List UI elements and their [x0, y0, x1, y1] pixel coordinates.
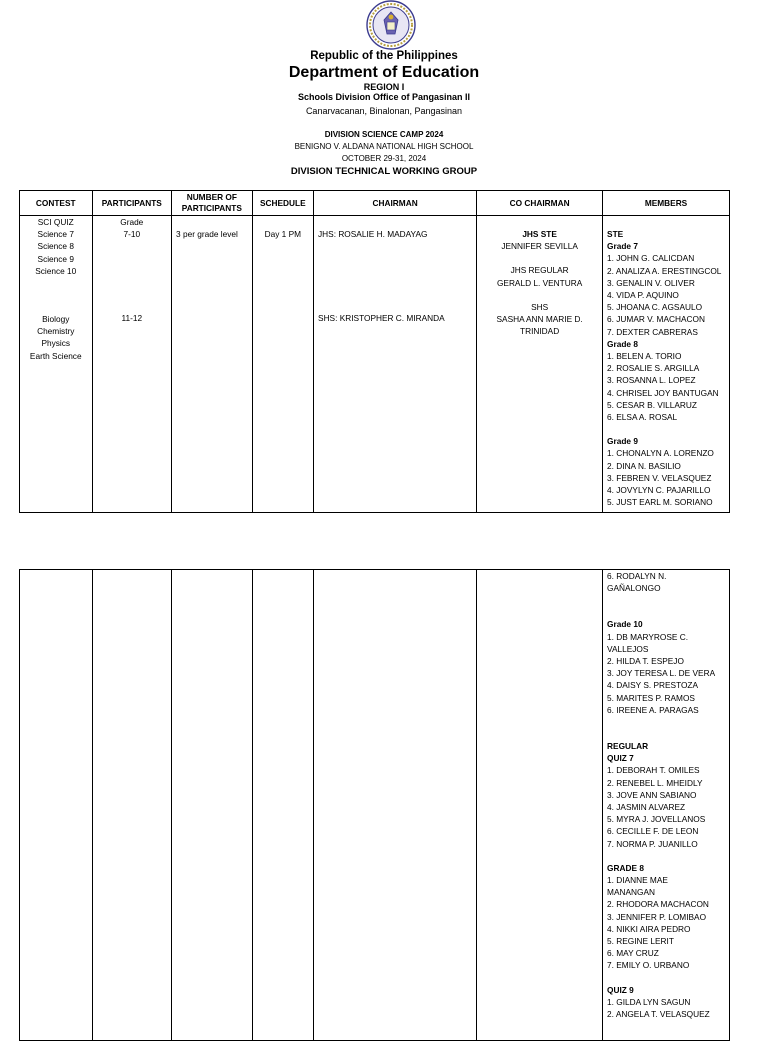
member-item: 1. DB MARYROSE C.	[607, 631, 689, 642]
member-item: 6. MAY CRUZ	[607, 948, 659, 959]
department-heading: Department of Education	[288, 64, 480, 81]
venue-line: BENIGNO V. ALDANA NATIONAL HIGH SCHOOL	[294, 142, 474, 151]
member-item: 7. EMILY O. URBANO	[607, 960, 690, 971]
contest-item: Biology	[42, 314, 70, 325]
member-item: 3. FEBREN V. VELASQUEZ	[607, 472, 712, 483]
col-header-members: MEMBERS	[603, 191, 730, 216]
member-item: 5. MARITES P. RAMOS	[607, 692, 695, 703]
participants-jhs: Grade	[120, 217, 144, 227]
contest-item: Science 10	[35, 265, 77, 276]
republic-heading: Republic of the Philippines	[310, 50, 458, 62]
member-item: 4. JASMIN ALVAREZ	[607, 802, 686, 813]
member-item: 2. ROSALIE S. ARGILLA	[607, 363, 700, 374]
col-header-number: NUMBER OF PARTICIPANTS	[172, 191, 253, 216]
member-item: 2. ANGELA T. VELASQUEZ	[607, 1009, 710, 1020]
member-item: 1. DEBORAH T. OMILES	[607, 765, 700, 776]
participants-cell	[92, 216, 172, 513]
member-item: 6. RODALYN N.	[607, 571, 667, 581]
member-item: 1. BELEN A. TORIO	[607, 351, 682, 362]
col-header-co-chairman: CO CHAIRMAN	[477, 191, 603, 216]
contest-item: Science 8	[37, 241, 74, 252]
members-quiz9-title: QUIZ 9	[607, 984, 634, 995]
members-regular-title: REGULAR	[607, 741, 649, 752]
co-chair-shs-title: SHS	[531, 301, 549, 312]
participants-cell	[92, 570, 172, 1041]
schedule-value: Day 1 PM	[264, 229, 302, 239]
member-item: 1. JOHN G. CALICDAN	[607, 253, 695, 264]
contest-item: Science 7	[37, 229, 74, 240]
contest-cell	[20, 570, 93, 1041]
member-item: 2. HILDA T. ESPEJO	[607, 656, 684, 667]
schedule-cell	[252, 216, 313, 513]
member-item: MANANGAN	[607, 887, 655, 898]
chairman-shs: SHS: KRISTOPHER C. MIRANDA	[318, 313, 445, 324]
member-item: 7. DEXTER CABRERAS	[607, 326, 698, 337]
member-item: GAÑALONGO	[607, 583, 661, 594]
group-title: DIVISION TECHNICAL WORKING GROUP	[290, 166, 478, 177]
col-header-participants: PARTICIPANTS	[92, 191, 172, 216]
member-item: 4. NIKKI AIRA PEDRO	[607, 923, 691, 934]
table-row	[20, 570, 730, 1041]
members-grade10-title: Grade 10	[607, 619, 643, 630]
member-item: 6. CECILLE F. DE LEON	[607, 826, 699, 837]
member-item: 1. CHONALYN A. LORENZO	[607, 448, 714, 459]
member-item: 4. VIDA P. AQUINO	[607, 290, 679, 301]
col-header-chairman: CHAIRMAN	[314, 191, 477, 216]
number-value: 3 per grade level	[176, 229, 238, 239]
date-line: OCTOBER 29-31, 2024	[341, 154, 427, 163]
contest-item: Chemistry	[37, 326, 75, 337]
co-chair-shs-name: SASHA ANN MARIE D.	[496, 314, 583, 325]
participants-jhs: 7-10	[123, 229, 141, 240]
member-item: 5. JUST EARL M. SORIANO	[607, 497, 713, 508]
member-item: 5. MYRA J. JOVELLANOS	[607, 814, 706, 825]
member-item: 1. GILDA LYN SAGUN	[607, 996, 691, 1007]
member-item: 4. CHRISEL JOY BANTUGAN	[607, 387, 719, 398]
co-chair-jhs-regular-title: JHS REGULAR	[510, 265, 569, 276]
member-item: 3. GENALIN V. OLIVER	[607, 277, 695, 288]
member-item: 2. DINA N. BASILIO	[607, 460, 681, 471]
chairman-cell	[314, 570, 477, 1041]
participants-shs: 11-12	[121, 313, 143, 324]
contest-cell	[20, 216, 93, 513]
event-title: DIVISION SCIENCE CAMP 2024	[324, 130, 444, 139]
number-cell	[172, 570, 253, 1041]
member-item: 3. JOY TERESA L. DE VERA	[607, 668, 716, 679]
member-item: 6. JUMAR V. MACHACON	[607, 314, 705, 325]
member-item: 5. REGINE LERIT	[607, 936, 674, 947]
co-chairman-cell	[477, 570, 603, 1041]
member-item: 4. DAISY S. PRESTOZA	[607, 680, 699, 691]
address-line: Canarvacanan, Binalonan, Pangasinan	[305, 106, 463, 116]
col-header-schedule: SCHEDULE	[252, 191, 313, 216]
co-chairman-cell	[477, 216, 603, 513]
chairman-cell	[314, 216, 477, 513]
member-item: 3. JOVE ANN SABIANO	[607, 789, 697, 800]
co-chair-jhs-ste-name: JENNIFER SEVILLA	[501, 241, 578, 252]
contest-item: SCI QUIZ	[37, 217, 74, 227]
member-item: 6. IREENE A. PARAGAS	[607, 704, 699, 715]
members-cell	[603, 216, 730, 513]
member-item: VALLEJOS	[607, 643, 649, 654]
co-chair-jhs-regular-name: GERALD L. VENTURA	[496, 277, 583, 288]
table-header-row	[20, 191, 730, 216]
division-office-heading: Schools Division Office of Pangasinan II	[297, 92, 471, 102]
member-item: 5. CESAR B. VILLARUZ	[607, 399, 697, 410]
twg-table-page2	[19, 569, 730, 1041]
member-item: 5. JHOANA C. AGSAULO	[607, 302, 703, 313]
table-row	[20, 216, 730, 513]
number-cell	[172, 216, 253, 513]
deped-seal-logo	[365, 0, 417, 50]
schedule-cell	[252, 570, 313, 1041]
member-item: 6. ELSA A. ROSAL	[607, 412, 678, 423]
col-header-contest: CONTEST	[20, 191, 93, 216]
members-grade7-title: Grade 7	[607, 241, 638, 252]
twg-table-page1	[19, 190, 730, 513]
contest-item: Science 9	[37, 253, 74, 264]
member-item: 3. JENNIFER P. LOMIBAO	[607, 911, 707, 922]
members-quiz7-title: QUIZ 7	[607, 753, 634, 764]
member-item: 2. RENEBEL L. MHEIDLY	[607, 777, 703, 788]
co-chair-shs-name: TRINIDAD	[520, 326, 560, 337]
chairman-jhs: JHS: ROSALIE H. MADAYAG	[318, 229, 428, 239]
member-item: 2. ANALIZA A. ERESTINGCOL	[607, 265, 722, 276]
member-item: 2. RHODORA MACHACON	[607, 899, 709, 910]
co-chair-jhs-ste-title: JHS STE	[522, 229, 557, 239]
member-item: 1. DIANNE MAE	[607, 875, 668, 886]
contest-item: Earth Science	[29, 350, 82, 361]
members-grade9-title: Grade 9	[607, 436, 638, 447]
members-cell	[603, 570, 730, 1041]
members-grade8-regular-title: GRADE 8	[607, 862, 644, 873]
region-heading: REGION I	[363, 82, 405, 92]
contest-item: Physics	[41, 338, 71, 349]
members-ste-title: STE	[607, 229, 624, 239]
member-item: 3. ROSANNA L. LOPEZ	[607, 375, 696, 386]
member-item: 4. JOVYLYN C. PAJARILLO	[607, 485, 711, 496]
member-item: 7. NORMA P. JUANILLO	[607, 838, 698, 849]
members-grade8-title: Grade 8	[607, 338, 638, 349]
